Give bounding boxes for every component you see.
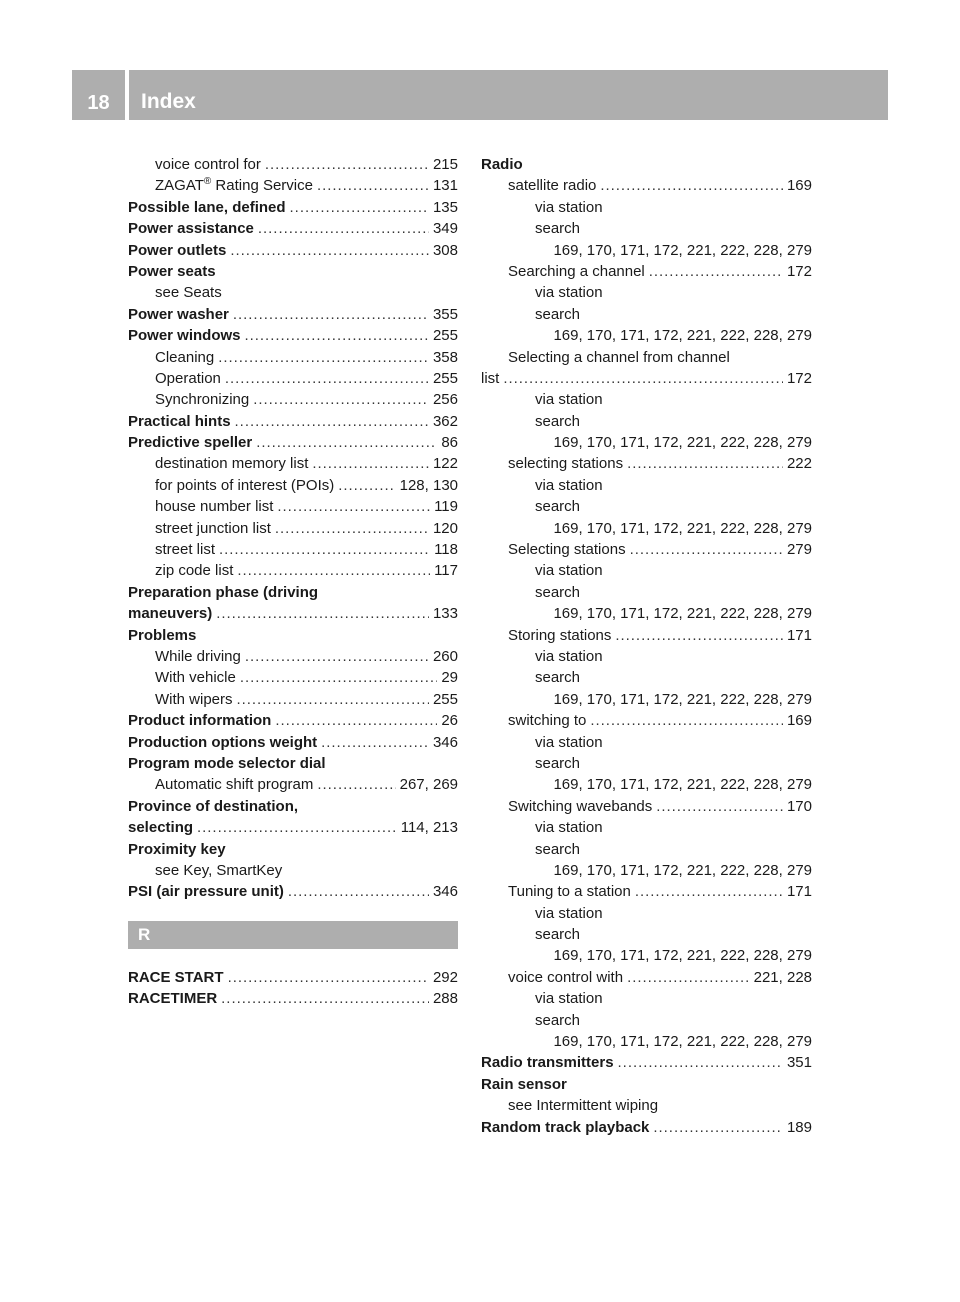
page-references: 221, 228 xyxy=(753,968,812,986)
index-term: Problems xyxy=(128,626,197,644)
dot-leader xyxy=(256,432,437,453)
index-term: search xyxy=(535,583,581,601)
page-references: 267, 269 xyxy=(399,776,458,794)
page-references: 122 xyxy=(432,455,458,473)
index-term: via station xyxy=(535,198,603,216)
page-references: 260 xyxy=(432,647,458,665)
dot-leader xyxy=(312,453,429,474)
index-subentry xyxy=(481,347,812,368)
index-subentry xyxy=(128,282,458,303)
index-entry xyxy=(128,411,458,432)
index-term-suffix: Rating Service xyxy=(211,177,313,195)
page-references: 131 xyxy=(432,177,458,195)
dot-leader xyxy=(653,1117,783,1138)
page-references: 255 xyxy=(432,690,458,708)
page-references: 120 xyxy=(432,519,458,537)
index-term: for points of interest (POIs) xyxy=(155,476,335,494)
page-references: 169, 170, 171, 172, 221, 222, 228, 279 xyxy=(553,947,812,965)
index-column-right xyxy=(481,154,812,1138)
index-subentry xyxy=(481,304,812,325)
dot-leader xyxy=(317,175,429,196)
index-term: Searching a channel xyxy=(508,262,645,280)
index-subentry xyxy=(481,903,812,924)
index-subentry xyxy=(128,539,458,560)
index-subentry xyxy=(481,710,812,731)
index-term: voice control with xyxy=(508,968,624,986)
page-references: 358 xyxy=(432,348,458,366)
index-term: Power washer xyxy=(128,305,229,323)
page-references: 171 xyxy=(786,626,812,644)
dot-leader xyxy=(338,475,395,496)
index-entry xyxy=(128,432,458,453)
index-subentry xyxy=(481,475,812,496)
index-entry xyxy=(128,261,458,282)
page-references: 172 xyxy=(786,262,812,280)
index-subentry xyxy=(481,817,812,838)
dot-leader xyxy=(197,817,397,838)
index-subentry xyxy=(481,796,812,817)
index-subentry xyxy=(481,496,812,517)
page-references: 346 xyxy=(432,733,458,751)
index-term: Random track playback xyxy=(481,1118,650,1136)
index-subentry xyxy=(128,560,458,581)
index-subentry xyxy=(481,282,812,303)
index-entry xyxy=(128,753,458,774)
index-subentry xyxy=(481,389,812,410)
index-term: street junction list xyxy=(155,519,271,537)
index-subentry xyxy=(481,261,812,282)
index-term: While driving xyxy=(155,647,241,665)
page-references: 255 xyxy=(432,369,458,387)
dot-leader xyxy=(253,389,429,410)
header-divider xyxy=(125,70,129,120)
index-subentry xyxy=(481,988,812,1009)
page-references: 119 xyxy=(434,498,458,516)
index-term: Production options weight xyxy=(128,733,318,751)
dot-leader xyxy=(265,154,429,175)
page-references: 114, 213 xyxy=(400,819,458,837)
index-term: Storing stations xyxy=(508,626,612,644)
index-entry xyxy=(128,197,458,218)
index-subentry xyxy=(481,432,812,453)
page-number: 18 xyxy=(87,92,110,114)
index-term: search xyxy=(535,498,581,516)
dot-leader xyxy=(228,967,429,988)
index-entry xyxy=(128,967,458,988)
index-term xyxy=(155,175,313,196)
page-references: 279 xyxy=(786,541,812,559)
index-term: Operation xyxy=(155,369,221,387)
index-subentry xyxy=(128,453,458,474)
index-entry xyxy=(128,988,458,1009)
index-term: see Key, SmartKey xyxy=(155,861,283,879)
page-references: 169, 170, 171, 172, 221, 222, 228, 279 xyxy=(553,241,812,259)
dot-leader xyxy=(235,411,429,432)
index-term: Selecting a channel from channel xyxy=(508,348,730,366)
index-subentry xyxy=(481,240,812,261)
page-references: 169, 170, 171, 172, 221, 222, 228, 279 xyxy=(553,519,812,537)
index-subentry xyxy=(481,1010,812,1031)
index-term: With wipers xyxy=(155,690,233,708)
page-references: 133 xyxy=(432,605,458,623)
index-subentry xyxy=(481,218,812,239)
index-entry xyxy=(128,625,458,646)
dot-leader xyxy=(275,518,429,539)
index-subentry xyxy=(128,860,458,881)
dot-leader xyxy=(233,304,429,325)
index-term: search xyxy=(535,220,581,238)
dot-leader xyxy=(290,197,429,218)
index-term: Product information xyxy=(128,712,272,730)
dot-leader xyxy=(618,1052,783,1073)
index-term: search xyxy=(535,840,581,858)
index-subentry xyxy=(481,945,812,966)
page-references: 256 xyxy=(432,391,458,409)
index-term: selecting stations xyxy=(508,455,624,473)
index-term: PSI (air pressure unit) xyxy=(128,883,284,901)
index-term: search xyxy=(535,669,581,687)
dot-leader xyxy=(221,988,429,1009)
index-term: Cleaning xyxy=(155,348,215,366)
page-references: 362 xyxy=(432,412,458,430)
index-term: Radio transmitters xyxy=(481,1054,614,1072)
index-term: Preparation phase (driving xyxy=(128,583,319,601)
page-references: 222 xyxy=(786,455,812,473)
index-subentry xyxy=(481,518,812,539)
index-subentry xyxy=(128,475,458,496)
index-term: Power outlets xyxy=(128,241,227,259)
dot-leader xyxy=(275,710,437,731)
page-references: 135 xyxy=(432,198,458,216)
index-subentry xyxy=(481,325,812,346)
index-subentry xyxy=(481,967,812,988)
index-entry xyxy=(128,817,458,838)
index-term: destination memory list xyxy=(155,455,309,473)
index-subentry xyxy=(481,453,812,474)
page-references: 189 xyxy=(786,1118,812,1136)
index-subentry xyxy=(481,625,812,646)
index-subentry xyxy=(481,1095,812,1116)
index-entry xyxy=(128,839,458,860)
index-subentry xyxy=(481,774,812,795)
dot-leader xyxy=(317,774,395,795)
page-references: 171 xyxy=(786,883,812,901)
dot-leader xyxy=(230,240,429,261)
dot-leader xyxy=(240,667,437,688)
index-term: satellite radio xyxy=(508,177,597,195)
page-references: 86 xyxy=(441,434,458,452)
index-term: search xyxy=(535,412,581,430)
index-term: voice control for xyxy=(155,156,261,173)
page-references: 169, 170, 171, 172, 221, 222, 228, 279 xyxy=(553,1033,812,1051)
page-references: 355 xyxy=(432,305,458,323)
dot-leader xyxy=(503,368,783,389)
page-references: 118 xyxy=(434,541,458,559)
index-subentry xyxy=(128,518,458,539)
index-subentry xyxy=(481,411,812,432)
page-references: 215 xyxy=(432,156,458,173)
dot-leader xyxy=(277,496,430,517)
index-entry xyxy=(128,582,458,603)
index-entry xyxy=(128,218,458,239)
index-term: via station xyxy=(535,284,603,302)
index-term: via station xyxy=(535,647,603,665)
index-term: RACE START xyxy=(128,968,224,986)
dot-leader xyxy=(615,625,783,646)
index-column-left xyxy=(128,154,458,1009)
page-title: Index xyxy=(141,90,196,113)
dot-leader xyxy=(627,967,750,988)
dot-leader xyxy=(321,732,429,753)
index-term: see Seats xyxy=(155,284,222,302)
index-subentry xyxy=(481,582,812,603)
index-term: via station xyxy=(535,904,603,922)
dot-leader xyxy=(218,347,429,368)
index-entry xyxy=(128,796,458,817)
index-subentry xyxy=(481,753,812,774)
index-term-text: ZAGAT xyxy=(155,177,204,195)
page-references: 349 xyxy=(432,220,458,238)
index-subentry xyxy=(481,603,812,624)
page-references: 29 xyxy=(441,669,458,687)
dot-leader xyxy=(258,218,429,239)
dot-leader xyxy=(600,175,783,196)
index-term: Power seats xyxy=(128,262,216,280)
page-references: 169 xyxy=(786,177,812,195)
index-term: Province of destination, xyxy=(128,797,299,815)
dot-leader xyxy=(288,881,429,902)
index-entry xyxy=(128,603,458,624)
index-subentry xyxy=(481,732,812,753)
page-references: 170 xyxy=(786,797,812,815)
index-subentry xyxy=(128,774,458,795)
index-term: via station xyxy=(535,733,603,751)
index-subentry xyxy=(481,839,812,860)
index-term: Power assistance xyxy=(128,220,254,238)
page-references: 169, 170, 171, 172, 221, 222, 228, 279 xyxy=(553,327,812,345)
index-term: Rain sensor xyxy=(481,1075,567,1093)
index-subentry xyxy=(481,881,812,902)
dot-leader xyxy=(627,453,783,474)
dot-leader xyxy=(219,539,430,560)
index-term: maneuvers) xyxy=(128,605,213,623)
index-entry xyxy=(481,154,812,175)
page-references: 169, 170, 171, 172, 221, 222, 228, 279 xyxy=(553,861,812,879)
dot-leader xyxy=(245,646,429,667)
index-term: search xyxy=(535,1011,581,1029)
index-term: Synchronizing xyxy=(155,391,250,409)
index-subentry xyxy=(128,389,458,410)
index-term: Tuning to a station xyxy=(508,883,631,901)
page-references: 169, 170, 171, 172, 221, 222, 228, 279 xyxy=(553,776,812,794)
index-term: via station xyxy=(535,562,603,580)
index-term: see Intermittent wiping xyxy=(508,1097,659,1115)
index-term: via station xyxy=(535,391,603,409)
dot-leader xyxy=(656,796,783,817)
index-entry xyxy=(481,1052,812,1073)
index-term: switching to xyxy=(508,712,587,730)
index-subentry xyxy=(481,667,812,688)
index-entry xyxy=(481,1074,812,1095)
index-subentry xyxy=(128,154,458,175)
index-subentry xyxy=(481,175,812,196)
index-subentry xyxy=(128,175,458,196)
page-references: 169, 170, 171, 172, 221, 222, 228, 279 xyxy=(553,605,812,623)
index-entry xyxy=(128,881,458,902)
index-term: via station xyxy=(535,990,603,1008)
registered-mark: ® xyxy=(203,176,212,188)
index-term: via station xyxy=(535,819,603,837)
page-references: 26 xyxy=(441,712,458,730)
index-entry xyxy=(481,1117,812,1138)
index-entry xyxy=(128,240,458,261)
index-subentry xyxy=(481,1031,812,1052)
index-subentry xyxy=(481,689,812,710)
page-references: 128, 130 xyxy=(399,476,458,494)
page-references: 117 xyxy=(434,562,458,580)
index-term: Selecting stations xyxy=(508,541,626,559)
page-references: 172 xyxy=(786,369,812,387)
index-term: Power windows xyxy=(128,327,241,345)
index-subentry xyxy=(128,646,458,667)
index-term: zip code list xyxy=(155,562,234,580)
page-references: 351 xyxy=(786,1054,812,1072)
index-subentry xyxy=(128,689,458,710)
section-letter-header: R xyxy=(128,921,458,949)
dot-leader xyxy=(245,325,429,346)
dot-leader xyxy=(590,710,783,731)
index-term: RACETIMER xyxy=(128,990,218,1008)
page-references: 169 xyxy=(786,712,812,730)
index-term: Switching wavebands xyxy=(508,797,653,815)
dot-leader xyxy=(630,539,783,560)
index-subentry xyxy=(481,539,812,560)
page-references: 308 xyxy=(432,241,458,259)
index-term: search xyxy=(535,926,581,944)
index-term: Program mode selector dial xyxy=(128,754,326,772)
index-term: search xyxy=(535,754,581,772)
index-subentry xyxy=(481,197,812,218)
index-entry xyxy=(128,710,458,731)
index-subentry xyxy=(481,860,812,881)
index-term: Possible lane, defined xyxy=(128,198,286,216)
dot-leader xyxy=(225,368,429,389)
index-entry xyxy=(128,732,458,753)
index-subentry xyxy=(481,924,812,945)
page-references: 255 xyxy=(432,327,458,345)
index-term: Predictive speller xyxy=(128,434,253,452)
index-subentry xyxy=(128,368,458,389)
index-term: house number list xyxy=(155,498,274,516)
dot-leader xyxy=(649,261,783,282)
index-term: Radio xyxy=(481,156,523,173)
page-references: 288 xyxy=(432,990,458,1008)
index-entry xyxy=(128,325,458,346)
dot-leader xyxy=(216,603,429,624)
index-subentry xyxy=(128,667,458,688)
dot-leader xyxy=(635,881,783,902)
dot-leader xyxy=(237,689,429,710)
dot-leader xyxy=(237,560,430,581)
index-term: list xyxy=(481,369,500,387)
index-subentry xyxy=(481,646,812,667)
index-term: Automatic shift program xyxy=(155,776,314,794)
index-entry xyxy=(481,368,812,389)
index-term: With vehicle xyxy=(155,669,236,687)
page-references: 292 xyxy=(432,968,458,986)
index-term: street list xyxy=(155,541,216,559)
index-term: Practical hints xyxy=(128,412,231,430)
index-term: Proximity key xyxy=(128,840,226,858)
index-term: selecting xyxy=(128,819,194,837)
index-term: via station xyxy=(535,476,603,494)
index-subentry xyxy=(128,496,458,517)
index-subentry xyxy=(481,560,812,581)
index-subentry xyxy=(128,347,458,368)
page-references: 169, 170, 171, 172, 221, 222, 228, 279 xyxy=(553,690,812,708)
page-references: 169, 170, 171, 172, 221, 222, 228, 279 xyxy=(553,434,812,452)
page-references: 346 xyxy=(432,883,458,901)
index-entry xyxy=(128,304,458,325)
index-term: search xyxy=(535,305,581,323)
